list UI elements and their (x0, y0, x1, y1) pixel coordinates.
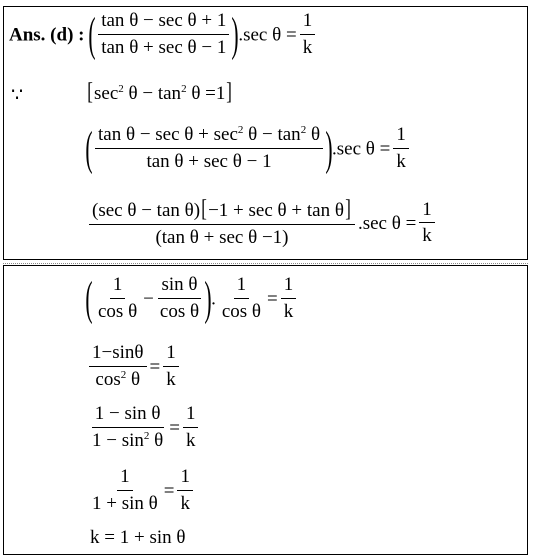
equation-line-5: ( $\frac{1}{\text{cos θ}}$ − $\frac{\text{sin θ}}{\text{cos θ}}$ ). $\frac{1}{\text{cos θ}}$ = $\frac{1}{k}$ (86, 274, 299, 324)
left-paren: ( (88, 7, 96, 61)
fraction: $\frac{1}{k}$ (163, 342, 179, 392)
equation-line-1: Ans. (d) : ( $\frac{\text{tan θ − sec θ + 1}}{\text{tan θ + sec θ − 1}}$ ).sec θ = $\frac{1}{k}$ (9, 10, 318, 60)
answer-label: Ans. (d) : (9, 24, 85, 46)
fraction: $\frac{1}{k}$ (300, 10, 316, 60)
equation-line-2 (11, 86, 23, 105)
equation-line-4: $\frac{\text{(sec θ − tan θ)[−1 + sec θ + tan θ]}}{\text{(tan θ + sec θ −1)}}$ .sec θ = $\frac{1}{k}$ (86, 197, 438, 250)
equation-line-3: ( $\frac{\tan \theta - \sec \theta + \sec^2 \theta - \tan^2 \theta}{\text{tan θ + sec θ − 1}}$ ).sec θ = $\frac{1}{k}$ (86, 124, 412, 174)
fraction: $\frac{\text{sin θ}}{\text{cos θ}}$ (159, 274, 200, 322)
fraction: $\frac{1}{k}$ (281, 274, 297, 324)
fraction: $\frac{1}{\text{cos θ}}$ (221, 274, 261, 322)
fraction: $\frac{1}{k}$ (393, 124, 409, 174)
fraction: $\frac{1}{\text{1 + sin θ}}$ (92, 466, 158, 514)
fraction: $\frac{1}{k}$ (183, 403, 199, 453)
fraction: $\frac{\text{tan θ − sec θ + 1}}{\text{tan θ + sec θ − 1}}$ (98, 10, 229, 60)
right-paren: ) (231, 7, 239, 61)
identity-line: [$\sec^2$ $\theta - \tan^2 \theta =1$] (87, 79, 233, 105)
because-symbol: ∵ (11, 85, 24, 106)
equation-line-7: $\frac{\text{1 − sin θ}}{1 - \sin^2 \theta}$ = $\frac{1}{k}$ (86, 403, 201, 453)
section-divider (3, 263, 528, 264)
final-answer-line: k = 1 + sin θ (90, 527, 186, 548)
fraction: $\frac{1}{k}$ (419, 199, 435, 249)
fraction: $\frac{1}{k}$ (177, 466, 193, 516)
fraction: $\frac{\tan \theta - \sec \theta + \sec^2 \theta - \tan^2 \theta}{\text{tan θ + sec θ − 1}}$ (95, 124, 323, 174)
equation-line-8: $\frac{1}{\text{1 + sin θ}}$ = $\frac{1}{k}$ (86, 466, 196, 516)
fraction: $\frac{1-\sin\theta}{\cos^2 \theta}$ (89, 342, 147, 392)
fraction: $\frac{1}{\text{cos θ}}$ (97, 274, 138, 322)
fraction: $\frac{\text{(sec θ − tan θ)[−1 + sec θ + tan θ]}}{\text{(tan θ + sec θ −1)}}$ (89, 197, 355, 250)
fraction: $\frac{\text{1 − sin θ}}{1 - \sin^2 \theta}$ (92, 403, 164, 451)
equation-line-6: $\frac{1-\sin\theta}{\cos^2 \theta}$ = $\frac{1}{k}$ (86, 342, 182, 392)
